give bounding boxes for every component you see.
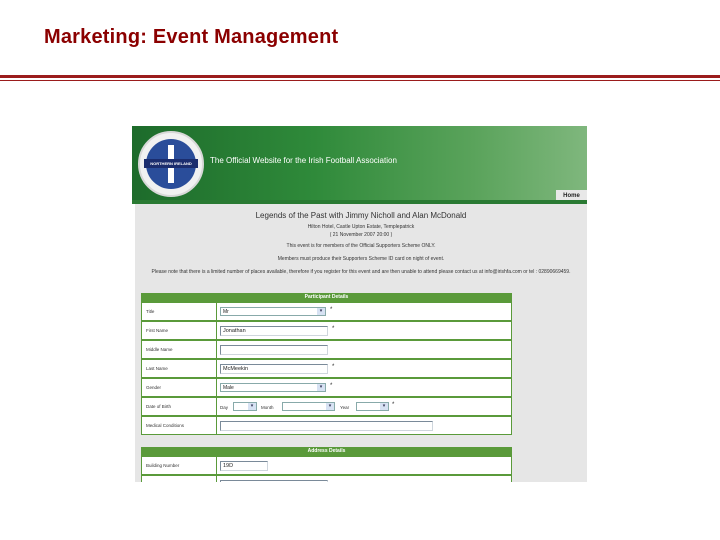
building-number-field[interactable]: 19D xyxy=(220,461,268,471)
dob-label: Date of Birth xyxy=(142,398,217,415)
medical-conditions-field[interactable] xyxy=(220,421,433,431)
last-name-field[interactable]: McMeekin xyxy=(220,364,328,374)
required-mark: * xyxy=(330,307,333,313)
website-screenshot xyxy=(132,126,587,482)
title-divider xyxy=(0,75,720,78)
slide-title: Marketing: Event Management xyxy=(44,26,339,48)
middle-name-label: Middle Name xyxy=(142,341,217,358)
address-details-header: Address Details xyxy=(141,447,512,456)
medical-row xyxy=(141,416,512,435)
chevron-down-icon: ▾ xyxy=(380,403,388,410)
event-title: Legends of the Past with Jimmy Nicholl and Alan McDonald xyxy=(255,211,467,220)
gender-label: Gender xyxy=(142,379,217,396)
event-registration-form xyxy=(135,204,587,482)
chevron-down-icon: ▾ xyxy=(326,403,334,410)
chevron-down-icon: ▾ xyxy=(317,308,325,315)
title-select[interactable]: Mr ▾ xyxy=(220,307,326,316)
dob-day-label: Day xyxy=(220,405,229,410)
address-field[interactable] xyxy=(220,480,328,482)
site-banner-title: The Official Website for the Irish Football Association xyxy=(210,156,397,165)
required-mark: * xyxy=(332,326,335,332)
event-date: ( 21 November 2007 20:00 ) xyxy=(329,232,393,238)
gender-select[interactable]: Male ▾ xyxy=(220,383,326,392)
participant-details-header: Participant Details xyxy=(141,293,512,302)
dob-year-select[interactable] xyxy=(356,402,389,411)
dob-month-label: Month xyxy=(261,405,274,410)
gender-row xyxy=(141,378,512,397)
required-mark: * xyxy=(392,402,395,408)
title-label: Title xyxy=(142,303,217,320)
building-number-row xyxy=(141,456,512,475)
dob-year-label: Year xyxy=(340,405,350,410)
ifa-crest-logo[interactable] xyxy=(138,131,204,197)
address-row xyxy=(141,475,512,482)
title-divider-thin xyxy=(0,80,720,81)
first-name-label: First Name xyxy=(142,322,217,339)
middle-name-row xyxy=(141,340,512,359)
required-mark: * xyxy=(332,364,335,370)
title-row xyxy=(141,302,512,321)
building-number-label: Building Number xyxy=(142,457,217,474)
dob-day-select[interactable] xyxy=(233,402,257,411)
middle-name-field[interactable] xyxy=(220,345,328,355)
nav-home-tab[interactable]: Home xyxy=(556,190,587,202)
required-mark: * xyxy=(330,383,333,389)
chevron-down-icon: ▾ xyxy=(248,403,256,410)
last-name-label: Last Name xyxy=(142,360,217,377)
event-venue: Hilton Hotel, Castle Upton Estate, Templepatrick xyxy=(307,224,415,230)
id-card-note: Members must produce their Supporters Scheme ID card on night of event. xyxy=(277,256,445,262)
first-name-row xyxy=(141,321,512,340)
limited-places-note: Please note that there is a limited number of places available, therefore if you register for this event and are then unable to attend please contact us at info@irishfa.com or tel : 02890669459. xyxy=(151,269,571,275)
medical-label: Medical Conditions xyxy=(142,417,217,434)
chevron-down-icon: ▾ xyxy=(317,384,325,391)
members-only-note: This event is for members of the Official Supporters Scheme ONLY. xyxy=(286,243,436,249)
dob-month-select[interactable] xyxy=(282,402,335,411)
last-name-row xyxy=(141,359,512,378)
crest-band: NORTHERN IRELAND xyxy=(144,159,198,168)
site-banner xyxy=(132,126,587,200)
first-name-field[interactable]: Jonathan xyxy=(220,326,328,336)
dob-row xyxy=(141,397,512,416)
